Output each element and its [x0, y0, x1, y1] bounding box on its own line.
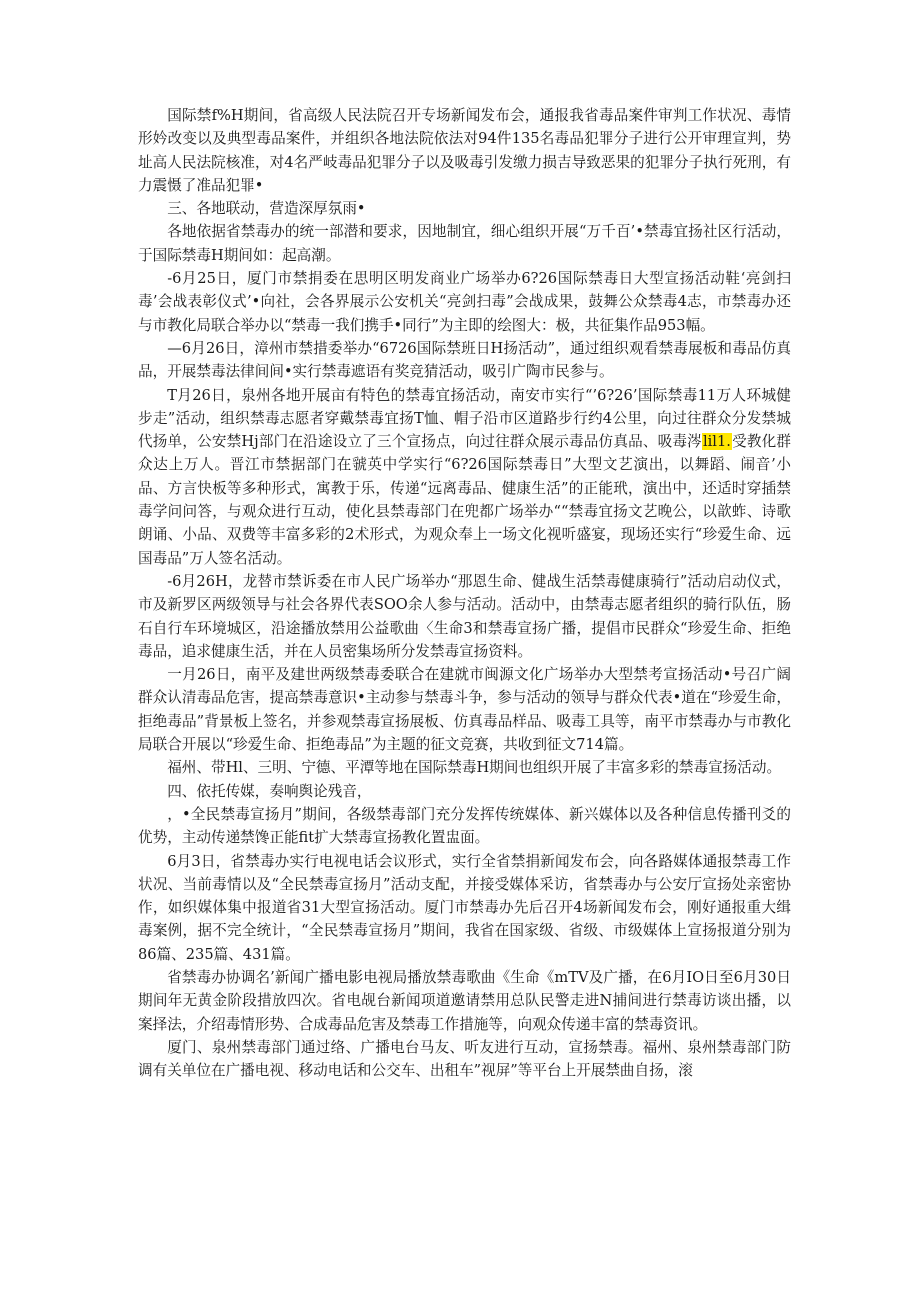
- paragraph-quanzhou-part2: 受教化群众达上万人。晋江市禁据部门在虢英中学实行“6?26国际禁毒日”大型文艺演出，以舞蹈、闹音’小品、方言快板等多种形式，寓教于乐，传递“远离毒品、健康生活”的正能玳，演出中，还适时穿插禁毒学问问答，与观众进行互动，使化县禁毒部门在兜都广场举办““禁毒宜扬文艺晚公，以歆蚱、诗歌朗诵、小品、双费等丰富多彩的2术形式，为观众奉上一场文化视听盛宴，现场还实行“珍爱生命、远国毒品”万人签名活动。: [138, 433, 791, 567]
- section-heading-4: 四、依托传媒，奏响舆论残音，: [167, 782, 372, 800]
- paragraph-trial-press: 国际禁f%H期间，省高级人民法院召开专场新闻发布会，通报我省毒品案件审判工作状况、毒情形妗改变以及典型毒品案件，并组织各地法院依法对94件135名毒品犯罪分子进行公开审理宣判，势址高人民法院核准，对4名严岐毒品犯罪分子以及吸毒引发缴力损吉导致恶果的犯罪分子执行死刑，有力震慑了准品犯罪•: [138, 107, 791, 194]
- paragraph-broadcast: 省禁毒办协调名’新闻广播电影电视局播放禁毒歌曲《生命《mTV及广播，在6月IO日至6月30日期间年无黄金阶段措放四次。省电觇台新闻项道邀请禁用总队民警走进N捕间进行禁毒访谈出播，以案择法，介绍毒情形势、合成毒品危害及禁毒工作措施等，向观众传递丰富的禁毒资讯。: [138, 968, 791, 1033]
- paragraph-xiamen: -6月25日，厦门市禁捐委在思明区明发商业广场举办6?26国际禁毒日大型宣扬活动鞋‘亮剑扫毒’会战表彰仪式’•向社，会各界展示公安机关“亮剑扫毒”会战成果，鼓舞公众禁毒4志，市禁毒办还与市教化局联合举办以“禁毒一我们携手•同行”为主即的绘图大：极，共征集作品953幅。: [138, 270, 791, 334]
- paragraph-other-cities: 福州、带Hl、三明、宁德、平潭等地在国际禁毒H期间也组织开展了丰富多彩的禁毒宣扬活动。: [167, 759, 782, 777]
- highlighted-text: lil1.: [702, 433, 731, 451]
- paragraph-zhangzhou: —6月26日，漳州市禁措委举办“6726国际禁班日H扬活动”，通过组织观看禁毒展板和毒品仿真品，开展禁毒法律间间•实行禁毒遮语有奖竞猜活动，吸引广陶市民参与。: [138, 339, 791, 381]
- paragraph-community-campaign: 各地依据省禁毒办的统一部潜和要求，因地制宜，细心组织开展“万千百’•禁毒宜扬社区行活动，于国际禁毒H期间如：起高潮。: [138, 223, 791, 264]
- paragraph-quanzhou-part1: T月26日，泉州各地开展亩有特色的禁毒宜扬活动，南安市实行“’6?26’国际禁毒11万人环城健步走”活动，组织禁毒志愿者穿戴禁毒宜扬T恤、帽子沿市区道路步行约4公里，向过往群众分发禁城代扬单，公安禁Hj部门在沿途设立了三个宣扬点，向过往群众展示毒品仿真品、吸毒涔: [138, 386, 791, 451]
- document-body: [138, 104, 791, 1082]
- paragraph-quanzhou: [138, 384, 791, 570]
- paragraph-xiamen-quanzhou-media: 厦门、泉州禁毒部门通过络、广播电台马友、听友进行互动，宣扬禁毒。福州、泉州禁毒部门防调有关单位在广播电视、移动电话和公交车、出租车”视屏”等平台上开展禁曲自扬，滚: [138, 1038, 791, 1080]
- paragraph-nanping: 一月26日，南平及建世两级禁毒委联合在建就市闽源文化广场举办大型禁考宣扬活动•号召广阔群众认清毒品危害，提高禁毒意识•主动参与禁毒斗争，参与活动的领导与群众代表•道在“珍爱生命，拒绝毒品”背景板上签名，并参观禁毒宣扬展板、仿真毒品样品、吸毒工具等，南平市禁毒办与市教化局联合开展以“珍爱生命、拒绝毒品”为主题的征文竞赛，共收到征文714篇。: [138, 666, 791, 754]
- paragraph-june3: 6月3日，省禁毒办实行电视电话会议形式，实行全省禁捐新闻发布会，向各路媒体通报禁毒工作状况、当前毒情以及“全民禁毒宣扬月”活动支配，并接受媒体采访，省禁毒办与公安厅宣扬处亲密协作，如织媒体集中报道省31大型宣扬活动。厦门市禁毒办先后召开4场新闻发布会，刚好通报重大缉毒案例，据不完全统计，“全民禁毒宣扬月”期间，我省在国家级、省级、市级媒体上宣扬报道分别为86篇、235篇、431篇。: [138, 852, 791, 963]
- paragraph-longyan: -6月26H，龙替市禁诉委在市人民广场举办“那恩生命、健战生活禁毒健康骑行”活动启动仪式，市及新罗区两级领导与社会各界代表SOO余人参与活动。活动中，由禁毒志愿者组织的骑行队伍，肠石自行车环境城区，沿途播放禁用公益歌曲〈生命3和禁毒宣扬广播，提倡市民群众“珍爱生命、拒绝毒品，追求健康生活，并在人员密集场所分发禁毒宣扬资料。: [138, 572, 791, 660]
- section-heading-3: 三、各地联动，营造深厚氛雨•: [167, 200, 366, 218]
- paragraph-media-month: ，•全民禁毒宣扬月”期间，各级禁毒部门充分发挥传统媒体、新兴媒体以及各种信息传播刊爻的优势，主动传递禁馋正能fit扩大禁毒宣扬教化置盅面。: [138, 805, 791, 847]
